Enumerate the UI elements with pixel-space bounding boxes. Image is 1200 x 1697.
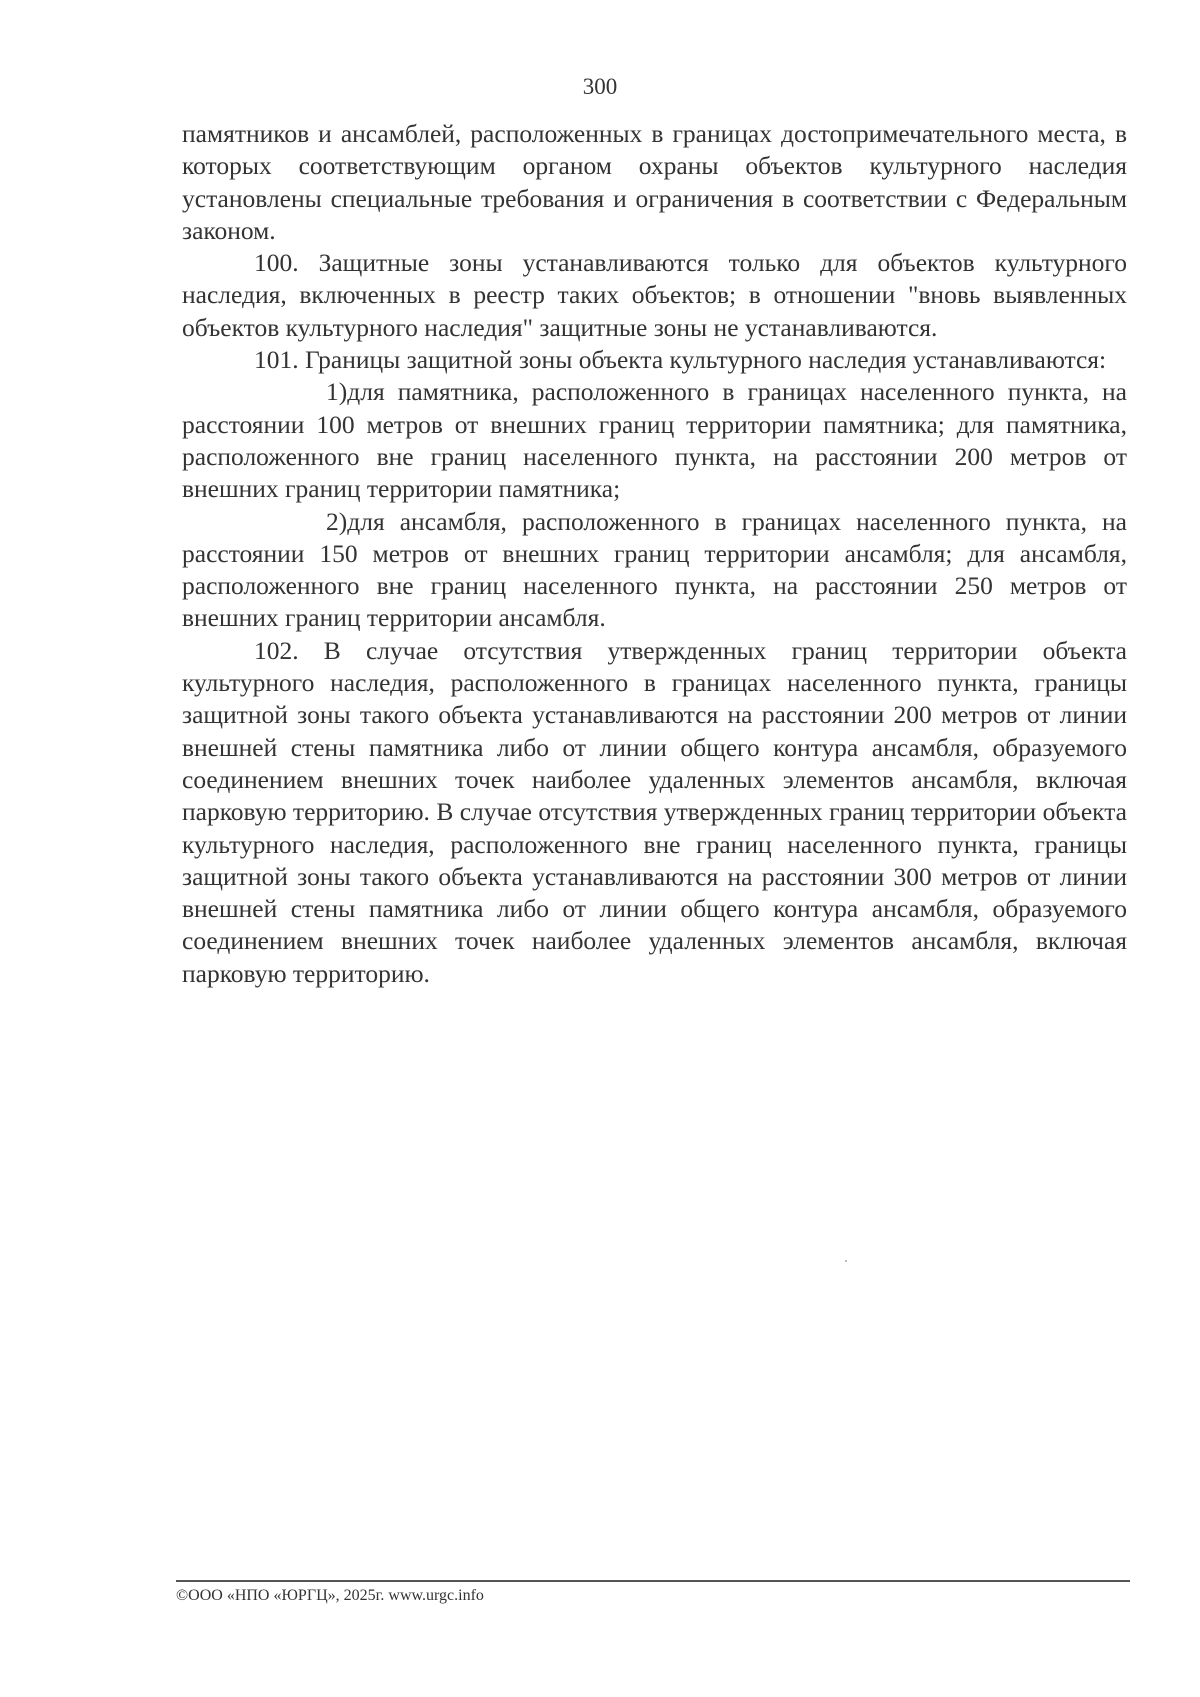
document-body xyxy=(182,118,1127,990)
list-item-text: для памятника, расположенного в границах населенного пункта, на расстоянии 100 метров от внешних границ территории памятника; для памятника, расположенного вне границ населенного пункта, на расстоянии 200 метров от внешних границ территории памятника; xyxy=(182,377,1127,504)
list-item-1 xyxy=(182,376,1127,505)
footer-divider xyxy=(176,1580,1130,1582)
list-item-number: 2) xyxy=(326,506,348,536)
scan-speck xyxy=(845,1260,847,1262)
paragraph-continuation: памятников и ансамблей, расположенных в границах достопримечательного места, в которых соответствующим органом охраны объектов культурного наследия установлены специальные требования и ограничения в соответствии с Федеральным законом. xyxy=(182,119,1127,245)
list-item-text: для ансамбля, расположенного в границах населенного пункта, на расстоянии 150 метров от внешних границ территории ансамбля; для ансамбля, расположенного вне границ населенного пункта, на расстоянии 250 метров от внешних границ территории ансамбля. xyxy=(182,506,1127,633)
page-number: 300 xyxy=(582,74,618,99)
list-item-2 xyxy=(182,506,1127,635)
footer-copyright: ©ООО «НПО «ЮРГЦ», 2025г. www.urgc.info xyxy=(176,1587,484,1604)
paragraph-100: 100. Защитные зоны устанавливаются только для объектов культурного наследия, включенных в реестр таких объектов; в отношении "вновь выявленных объектов культурного наследия" защитные зоны не устанавливаются. xyxy=(182,248,1127,342)
paragraph-101: 101. Границы защитной зоны объекта культурного наследия устанавливаются: xyxy=(254,345,1107,375)
paragraph-102: 102. В случае отсутствия утвержденных границ территории объекта культурного наследия, расположенного в границах населенного пункта, границы защитной зоны такого объекта устанавливаются на расстоянии 200 метров от линии внешней стены памятника либо от линии общего контура ансамбля, образуемого соединением внешних точек наиболее удаленных элементов ансамбля, включая парковую территорию. В случае отсутствия утвержденных границ территории объекта культурного наследия, расположенного вне границ населенного пункта, границы защитной зоны такого объекта устанавливаются на расстоянии 300 метров от линии внешней стены памятника либо от линии общего контура ансамбля, образуемого соединением внешних точек наиболее удаленных элементов ансамбля, включая парковую территорию. xyxy=(182,635,1127,988)
list-item-number: 1) xyxy=(326,377,348,407)
